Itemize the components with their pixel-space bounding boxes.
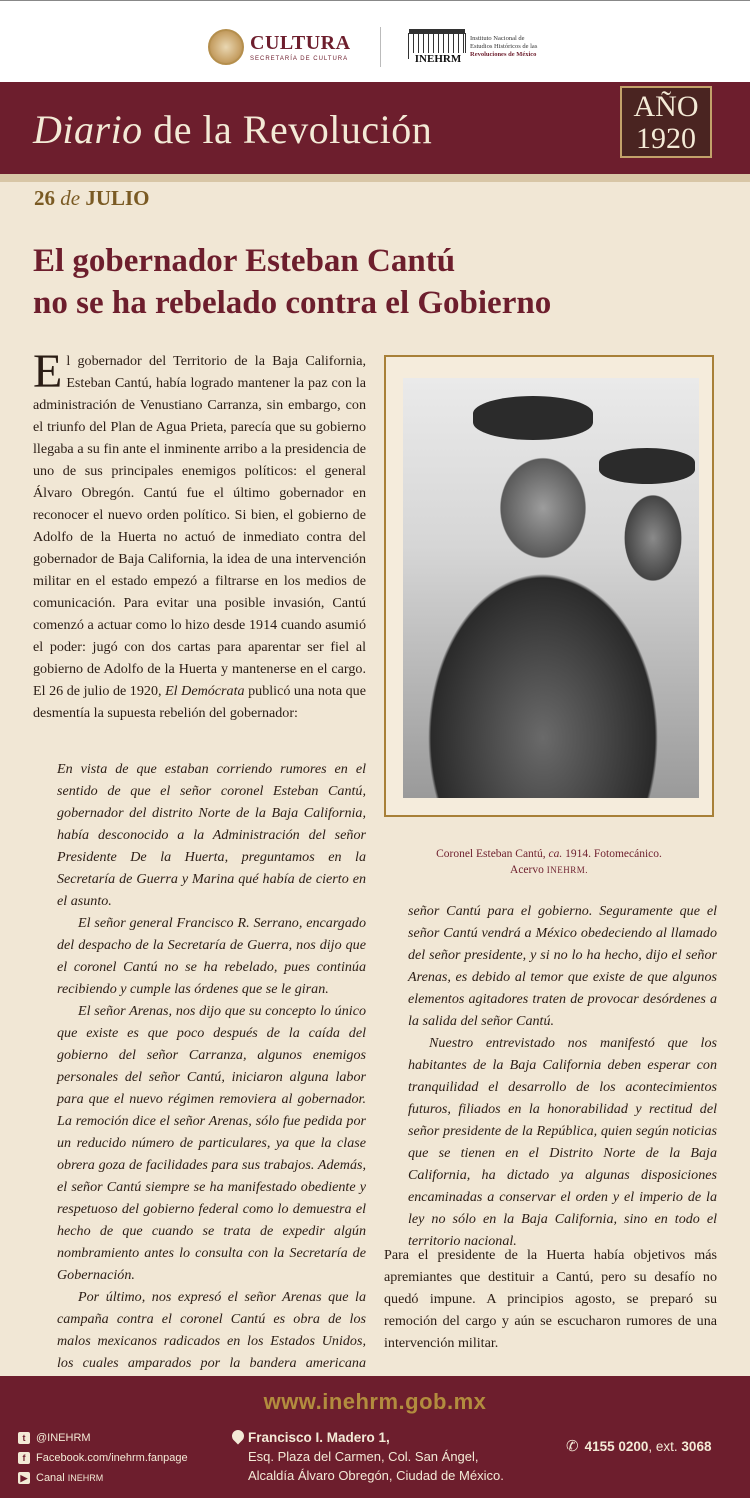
facebook-icon: f <box>18 1452 30 1464</box>
year-label: AÑO <box>633 90 699 123</box>
closing-paragraph: Para el presidente de la Huerta había objetivos más apremiantes que destituir a Cantú, pero su desafío no quedó impune. A principios agosto, se preparó su remoción del cargo y aún se escucharon rumores de una intervención militar. <box>384 1247 717 1351</box>
caption-text: Coronel Esteban Cantú, <box>436 848 549 860</box>
intro-paragraph <box>33 345 366 724</box>
youtube-prefix: Canal <box>36 1472 68 1484</box>
year-box <box>620 86 712 158</box>
quote-right <box>408 900 717 1252</box>
address-line: Francisco I. Madero 1, <box>248 1430 390 1445</box>
inehrm-description <box>470 33 537 59</box>
photo-frame <box>384 355 714 817</box>
mexico-seal-icon <box>208 29 244 65</box>
date-line <box>34 186 150 211</box>
caption-text: 1914. Fotomecánico. <box>562 848 662 860</box>
date-de: de <box>60 186 81 210</box>
address-block <box>248 1428 504 1485</box>
quote-paragraph: El señor Arenas, nos dijo que su concepto lo único que existe es que poco después de la caída del gobierno del señor Carranza, algunos enemigos personales del señor Cantú, iniciaron alguna labor para que el nuevo régimen removiera al gobernador. La remoción dice el señor Arenas, sólo fue pedida por un reducido número de particulares, ya que la clase obrera goza de facilidades para sus trabajos. Además, el señor Cantú siempre se ha manifestado obediente y respetuoso del gobierno federal como lo demuestra el hecho de que cuando se trata de expedir algún nombramiento antes lo consulta con la Secretaría de Gobernación. <box>57 1003 366 1283</box>
facebook-link[interactable]: Facebook.com/inehrm.fanpage <box>36 1452 188 1464</box>
quote-paragraph: Nuestro entrevistado nos manifestó que los habitantes de la Baja California deben esperar con tranquilidad el desarrollo de los acontecimientos futuros, filiados en la honorabilidad y rectitud del señor presidente de la República, quien según noticias que se tienen en el Distrito Norte de la Baja California, ha dictado ya algunas disposiciones encaminadas a conservar el orden y el imperio de la ley no sólo en la Baja California, sino en todo el territorio nacional. <box>408 1035 717 1249</box>
website-link[interactable]: www.inehrm.gob.mx <box>263 1389 487 1414</box>
twitter-icon: t <box>18 1432 30 1444</box>
quote-paragraph: En vista de que estaban corriendo rumores en el sentido de que el señor coronel Esteban Cantú, gobernador del distrito Norte de la Baja California, había desconocido a la Administración del señor Presidente De la Huerta, preguntamos en la Secretaría de Guerra y Marina qué había de cierto en el asunto. <box>57 761 366 909</box>
cultura-name: CULTURA <box>250 31 351 54</box>
phone-ext-number: 3068 <box>681 1439 712 1454</box>
footer <box>0 1376 750 1498</box>
date-month: JULIO <box>85 186 150 210</box>
inehrm-desc-line: Revoluciones de México <box>470 51 537 58</box>
officer-cap-shape <box>473 396 593 440</box>
youtube-icon: ▶ <box>18 1472 30 1484</box>
cultura-subtitle: SECRETARÍA DE CULTURA <box>250 55 349 62</box>
year-value: 1920 <box>636 122 696 155</box>
phone-ext-label: , ext. <box>648 1439 682 1454</box>
cultura-logo <box>208 27 351 67</box>
phone-icon: ✆ <box>566 1438 579 1455</box>
quote-paragraph: señor Cantú para el gobierno. Seguramente que el señor Cantú vendrá a México obedeciendo al llamado del señor presidente, y si no lo ha hecho, dijo el señor Arenas, es debido al temor que existe de que algunos elementos agitadores traten de provocar desórdenes a la salida del señor Cantú. <box>408 903 717 1029</box>
officer-cap-shape <box>599 448 695 484</box>
photo-caption <box>384 846 714 878</box>
caption-inehrm: INEHRM. <box>546 865 588 875</box>
youtube-name: INEHRM <box>67 1473 104 1483</box>
phone-block <box>566 1437 711 1455</box>
banner-stripe <box>0 174 750 182</box>
date-day: 26 <box>34 186 55 210</box>
caption-acervo: Acervo <box>510 864 547 876</box>
headline-line: no se ha rebelado contra el Gobierno <box>33 285 552 321</box>
social-links <box>18 1428 188 1488</box>
address-line: Esq. Plaza del Carmen, Col. San Ángel, <box>248 1449 479 1464</box>
inehrm-desc-line: Estudios Históricos de las <box>470 43 538 50</box>
headline-line: El gobernador Esteban Cantú <box>33 243 456 279</box>
phone-number: 4155 0200 <box>584 1439 649 1454</box>
top-logo-bar <box>0 0 750 82</box>
intro-text-a: l gobernador del Territorio de la Baja California, Esteban Cantú, había logrado mantener la paz con la administración de Venustiano Carranza, sin embargo, con el triunfo del Plan de Agua Prieta, parecía que su gobierno llegaba a su fin ante el inminente arribo a la presidencia de uno de sus principales enemigos políticos: el general Álvaro Obregón. Cantú fue el último gobernador en reconocer el nuevo orden político. Si bien, el gobierno de Adolfo de la Huerta no actuó de inmediato contra del gobernador de Baja California, la idea de una intervención militar en el estado empezó a filtrarse en los medios de comunicación. Para evitar una posible invasión, Cantú comenzó a actuar como lo hizo desde 1914 cuando asumió el poder: jugó con dos cartas para aparentar ser fiel al gobierno de Adolfo de la Huerta y mantenerse en el cargo. El 26 de julio de 1920, <box>33 353 366 699</box>
quote-paragraph: Por último, nos expresó el señor Arenas que la campaña contra el coronel Cantú es obra de los malos mexicanos radicados en los Estados Unidos, los cuales amparados por la bandera americana <box>57 1289 366 1371</box>
youtube-link[interactable] <box>36 1468 103 1488</box>
address-line: Alcaldía Álvaro Obregón, Ciudad de México. <box>248 1468 504 1483</box>
location-pin-icon <box>230 1428 247 1445</box>
inehrm-logo <box>408 33 538 65</box>
quote-paragraph: El señor general Francisco R. Serrano, encargado del despacho de la Secretaría de Guerra, nos dijo que el coronel Cantú no se ha rebelado, pues continúa recibiendo y cumple las órdenes que se le giran. <box>57 915 366 997</box>
logo-divider <box>380 27 381 67</box>
title-rest: de la Revolución <box>142 107 433 152</box>
quote-left <box>57 758 366 1418</box>
intro-text-b: publicó una nota que desmentía la supuesta rebelión del gobernador: <box>33 683 366 721</box>
twitter-handle[interactable]: @INEHRM <box>36 1432 91 1444</box>
inehrm-wordmark: INEHRM <box>409 53 467 65</box>
drop-cap: E <box>33 345 63 398</box>
inehrm-building-icon <box>408 33 466 65</box>
portrait-photo <box>403 378 699 798</box>
title-italic: Diario <box>33 107 143 152</box>
publication-title <box>33 106 432 153</box>
newspaper-name: El Demócrata <box>165 683 245 699</box>
headline <box>33 240 673 324</box>
caption-ca: ca. <box>548 848 563 860</box>
inehrm-desc-line: Instituto Nacional de <box>470 35 525 42</box>
